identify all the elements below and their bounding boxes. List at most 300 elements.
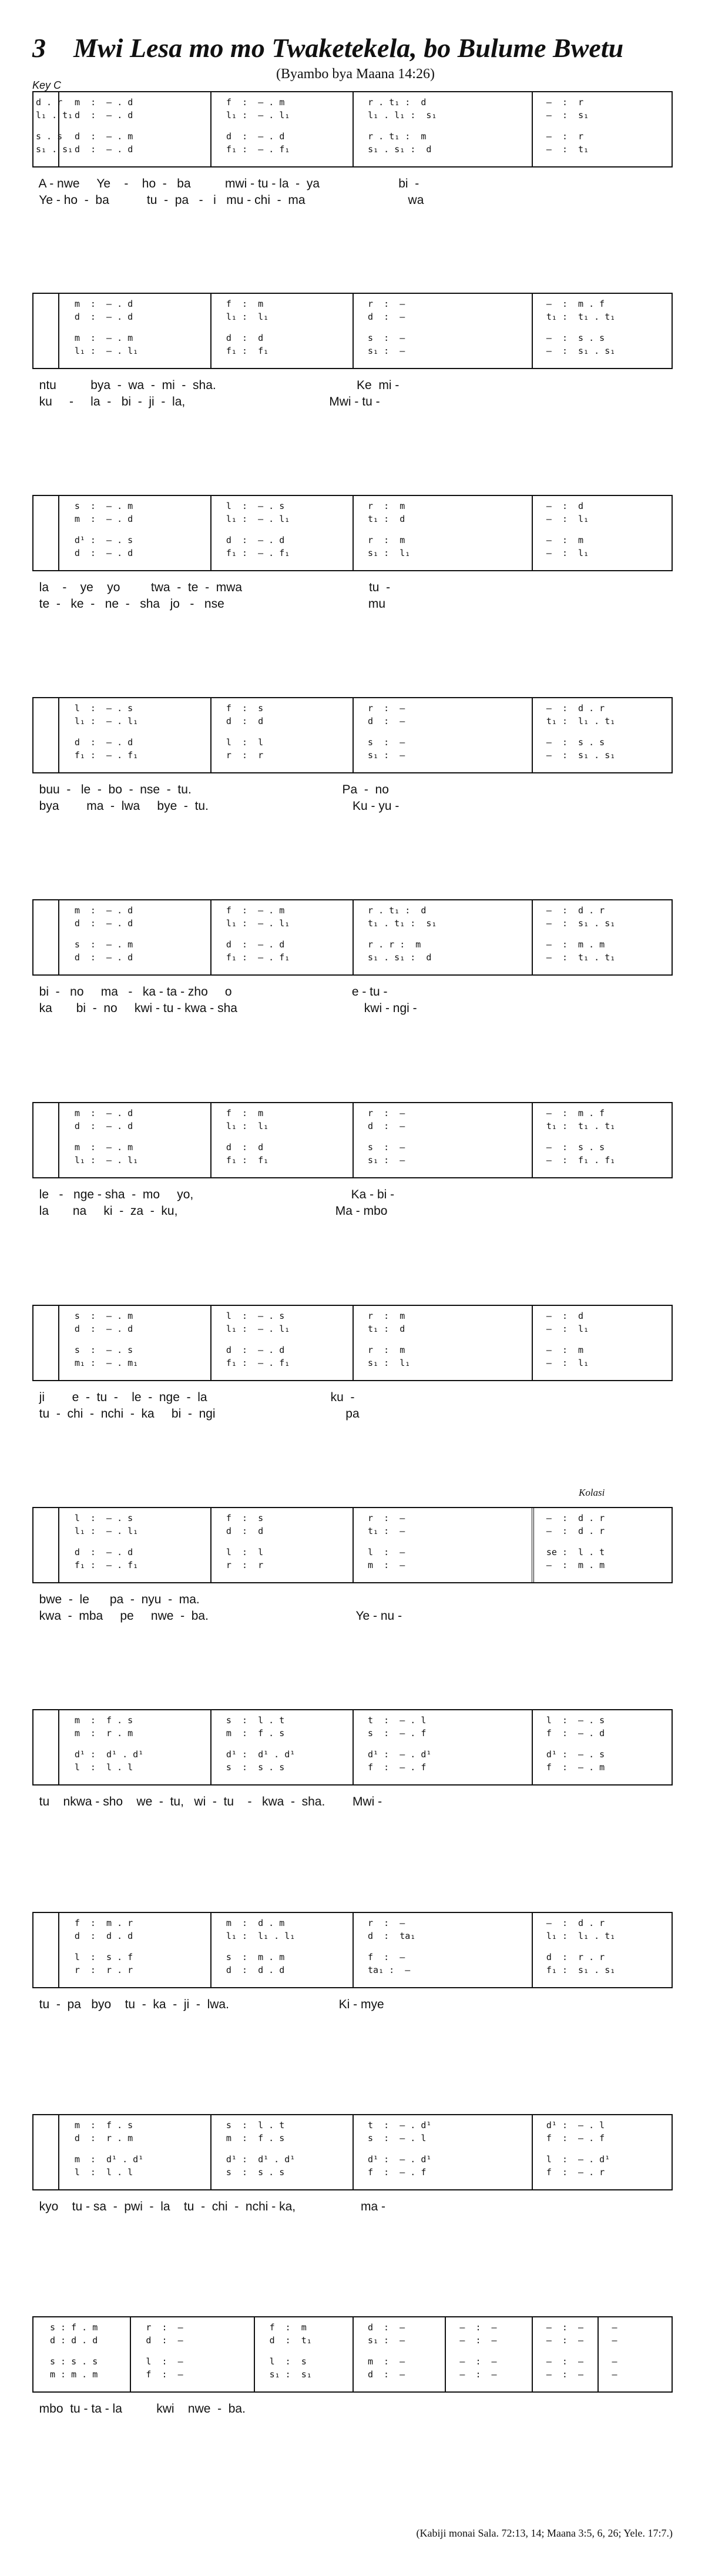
lyric-line: le - nge - sha - mo yo, Ka - bi - bbox=[32, 1188, 395, 1201]
solfa-cell: d : d bbox=[226, 716, 264, 726]
voice-row bbox=[33, 333, 672, 346]
solfa-cell: d : — bbox=[368, 311, 405, 322]
voice-row bbox=[33, 716, 672, 729]
solfa-cell bbox=[33, 1965, 58, 1978]
solfa-cell: d¹ : – . d¹ bbox=[368, 1749, 432, 1760]
solfa-cell: f₁ : – . f₁ bbox=[74, 750, 139, 761]
voice-row bbox=[33, 1324, 672, 1336]
solfa-cell: r : — bbox=[368, 703, 405, 713]
solfa-cell: — : l₁ bbox=[546, 1324, 589, 1334]
solfa-cell: — : — bbox=[459, 2322, 497, 2333]
solfa-cell: — : m bbox=[546, 535, 584, 545]
solfa-cell: d : — bbox=[368, 1121, 405, 1131]
solfa-cell: — : d bbox=[546, 1311, 584, 1321]
solfa-cell: f : – . r bbox=[546, 2167, 605, 2178]
solfa-cell: r : — bbox=[368, 1513, 405, 1523]
solfa-cell: l : – . d¹ bbox=[546, 2154, 610, 2165]
tonic-solfa-stave bbox=[32, 293, 673, 369]
solfa-cell: s₁ : — bbox=[367, 2335, 405, 2346]
voice-row bbox=[33, 97, 672, 110]
solfa-cell: m : f . s bbox=[226, 2133, 285, 2143]
solfa-cell bbox=[33, 1345, 58, 1358]
voice-row bbox=[33, 311, 672, 324]
solfa-cell bbox=[33, 716, 58, 729]
lyric-line: bi - no ma - ka - ta - zho o e - tu - bbox=[32, 985, 388, 999]
solfa-cell: l : – . s bbox=[74, 703, 133, 713]
solfa-cell: d : – . m bbox=[75, 131, 133, 142]
solfa-cell: d : – . d bbox=[74, 952, 133, 963]
solfa-cell bbox=[33, 535, 58, 548]
solfa-cell: m : m . m bbox=[50, 2369, 98, 2380]
voice-row bbox=[33, 1952, 672, 1965]
solfa-cell: d¹ : – . d¹ bbox=[368, 2154, 432, 2165]
solfa-cell bbox=[33, 939, 58, 952]
solfa-cell: d : d . d bbox=[226, 1965, 285, 1975]
voice-row bbox=[33, 2356, 672, 2369]
voice-row bbox=[33, 2133, 672, 2146]
solfa-cell: l : — bbox=[146, 2356, 183, 2367]
solfa-cell bbox=[33, 2133, 58, 2146]
solfa-cell: d : – . d bbox=[74, 1547, 133, 1557]
solfa-cell: l₁ : – . l₁ bbox=[74, 1526, 139, 1536]
solfa-cell: — : d . r bbox=[546, 1918, 605, 1928]
lyric-line: bwe - le pa - nyu - ma. bbox=[32, 1593, 200, 1606]
solfa-cell: d : d bbox=[226, 1526, 264, 1536]
lyrics-block bbox=[32, 176, 673, 209]
solfa-cell: s₁ : — bbox=[368, 346, 405, 356]
lyrics-block bbox=[32, 1187, 673, 1220]
solfa-cell: s₁ : s₁ bbox=[269, 2369, 312, 2380]
solfa-cell: l : – . s bbox=[226, 501, 285, 511]
lyric-line: la na ki - za - ku, Ma - mbo bbox=[32, 1204, 388, 1218]
solfa-cell: l : — bbox=[368, 1547, 405, 1557]
voice-row bbox=[33, 1345, 672, 1358]
music-system bbox=[32, 1102, 673, 1220]
voice-row bbox=[33, 750, 672, 763]
tonic-solfa-stave bbox=[32, 1305, 673, 1381]
solfa-cell: — : m . m bbox=[546, 939, 605, 950]
solfa-cell bbox=[33, 1513, 58, 1526]
voice-row bbox=[33, 2154, 672, 2167]
kolasi-label: Kolasi bbox=[579, 1487, 605, 1498]
solfa-cell bbox=[33, 1560, 58, 1573]
solfa-cell bbox=[33, 1324, 58, 1336]
voice-row bbox=[33, 703, 672, 716]
solfa-cell bbox=[33, 1311, 58, 1324]
solfa-cell: f : — bbox=[368, 1952, 405, 1962]
solfa-cell bbox=[33, 548, 58, 561]
solfa-cell: r . t₁ : d bbox=[368, 905, 427, 916]
lyric-line: kyo tu - sa - pwi - la tu - chi - nchi - ka, ma - bbox=[32, 2200, 385, 2213]
solfa-cell: s₁ : l₁ bbox=[368, 548, 411, 558]
solfa-cell: r . t₁ : d bbox=[368, 97, 427, 108]
voice-row bbox=[33, 1749, 672, 1762]
solfa-cell: d . r bbox=[36, 97, 63, 108]
solfa-cell: m₁ : – . m₁ bbox=[74, 1358, 139, 1368]
solfa-cell: t : – . d¹ bbox=[368, 2120, 432, 2131]
solfa-cell bbox=[33, 501, 58, 514]
solfa-cell: d : — bbox=[367, 2322, 405, 2333]
solfa-cell: m : d . m bbox=[226, 1918, 285, 1928]
solfa-cell: — : m bbox=[546, 1345, 584, 1355]
hymn-number: 3 bbox=[32, 33, 46, 63]
solfa-cell: s : – . s bbox=[74, 1345, 133, 1355]
solfa-cell: — : m . m bbox=[546, 1560, 605, 1570]
solfa-cell: d : – . d bbox=[74, 311, 133, 322]
voice-row bbox=[33, 548, 672, 561]
solfa-cell bbox=[33, 1931, 58, 1944]
solfa-cell: l : l . l bbox=[74, 1762, 133, 1773]
solfa-cell: — : — bbox=[546, 2356, 584, 2367]
solfa-cell: m : — bbox=[368, 1560, 405, 1570]
music-system bbox=[32, 293, 673, 410]
scripture-references: (Kabiji monai Sala. 72:13, 14; Maana 3:5, 6, 26; Yele. 17:7.) bbox=[416, 2527, 673, 2539]
solfa-cell: f : – . f bbox=[546, 2133, 605, 2143]
solfa-cell: t₁ : l₁ . t₁ bbox=[546, 716, 616, 726]
solfa-cell: r : r bbox=[226, 750, 264, 761]
voice-row bbox=[33, 535, 672, 548]
solfa-cell: f : – . f bbox=[368, 2167, 427, 2178]
solfa-cell bbox=[33, 299, 58, 311]
voice-row bbox=[33, 1918, 672, 1931]
solfa-cell: d : — bbox=[368, 716, 405, 726]
solfa-cell: — : l₁ bbox=[546, 548, 589, 558]
solfa-cell bbox=[33, 952, 58, 965]
tonic-solfa-stave bbox=[32, 1507, 673, 1583]
solfa-cell: — : — bbox=[546, 2322, 584, 2333]
voice-row bbox=[33, 2369, 672, 2382]
solfa-cell bbox=[33, 333, 58, 346]
solfa-cell: d : d bbox=[226, 333, 264, 343]
solfa-cell: f₁ : – . f₁ bbox=[74, 1560, 139, 1570]
solfa-cell: m : d¹ . d¹ bbox=[74, 2154, 144, 2165]
solfa-cell: — : — bbox=[546, 2335, 584, 2346]
solfa-cell: — : s . s bbox=[546, 333, 605, 343]
music-system bbox=[32, 2316, 673, 2417]
solfa-cell: r : m bbox=[368, 535, 405, 545]
solfa-cell: r : m bbox=[368, 501, 405, 511]
voice-row bbox=[33, 1728, 672, 1741]
solfa-cell: — : — bbox=[459, 2356, 497, 2367]
solfa-cell: l : – . s bbox=[74, 1513, 133, 1523]
music-system bbox=[32, 697, 673, 815]
solfa-cell: f : – . m bbox=[546, 1762, 605, 1773]
solfa-cell: — : s₁ . s₁ bbox=[546, 918, 616, 929]
solfa-cell: s : – . l bbox=[368, 2133, 427, 2143]
solfa-cell: f : — bbox=[146, 2369, 183, 2380]
solfa-cell: r . r : m bbox=[368, 939, 421, 950]
solfa-cell: s : — bbox=[368, 1142, 405, 1153]
solfa-cell: m : r . m bbox=[74, 1728, 133, 1738]
music-system bbox=[32, 1709, 673, 1810]
voice-row bbox=[33, 1965, 672, 1978]
solfa-cell: l₁ : l₁ bbox=[226, 311, 269, 322]
solfa-cell: l₁ : – . l₁ bbox=[74, 346, 139, 356]
solfa-cell: d¹ : d¹ . d¹ bbox=[74, 1749, 144, 1760]
solfa-cell: r : r . r bbox=[74, 1965, 133, 1975]
solfa-cell: t₁ : d bbox=[368, 1324, 405, 1334]
solfa-cell: d : – . d bbox=[74, 737, 133, 748]
solfa-cell: d : – . d bbox=[74, 1121, 133, 1131]
voice-row bbox=[33, 1142, 672, 1155]
voice-row bbox=[33, 1311, 672, 1324]
lyrics-block bbox=[32, 2199, 673, 2215]
solfa-cell: d : t₁ bbox=[269, 2335, 312, 2346]
solfa-cell: l₁ . l₁ : s₁ bbox=[368, 110, 437, 120]
voice-row bbox=[33, 939, 672, 952]
solfa-cell: t₁ : d bbox=[368, 514, 405, 524]
solfa-cell bbox=[33, 905, 58, 918]
solfa-cell: — : — bbox=[459, 2369, 497, 2380]
solfa-cell: m : – . m bbox=[74, 333, 133, 343]
tonic-solfa-stave bbox=[32, 899, 673, 976]
solfa-cell: m : – . d bbox=[74, 1108, 133, 1118]
solfa-cell: f : m bbox=[269, 2322, 307, 2333]
solfa-cell: d¹ : d¹ . d¹ bbox=[226, 2154, 296, 2165]
solfa-cell: s₁ : — bbox=[368, 750, 405, 761]
solfa-cell: f₁ : – . f₁ bbox=[226, 144, 290, 155]
solfa-cell: d : d bbox=[226, 1142, 264, 1153]
solfa-cell bbox=[33, 737, 58, 750]
solfa-cell: d : – . d bbox=[75, 110, 133, 120]
solfa-cell: s : – . m bbox=[74, 501, 133, 511]
solfa-cell: r : m bbox=[368, 1345, 405, 1355]
lyric-line: ntu bya - wa - mi - sha. Ke mi - bbox=[32, 378, 400, 392]
solfa-cell: m : f . s bbox=[226, 1728, 285, 1738]
solfa-cell: s . s bbox=[36, 131, 63, 142]
solfa-cell: — : l₁ bbox=[546, 1358, 589, 1368]
solfa-cell: m : – . d bbox=[74, 299, 133, 309]
tonic-solfa-stave bbox=[32, 697, 673, 773]
lyrics-block bbox=[32, 2401, 673, 2417]
voice-row bbox=[33, 952, 672, 965]
lyric-line: ku - la - bi - ji - la, Mwi - tu - bbox=[32, 395, 380, 408]
solfa-cell: l₁ : – . l₁ bbox=[226, 514, 290, 524]
tonic-solfa-stave bbox=[32, 1709, 673, 1786]
hymn-title: Mwi Lesa mo mo Twaketekela, bo Bulume Bwetu bbox=[73, 33, 624, 63]
lyric-line: bya ma - lwa bye - tu. Ku - yu - bbox=[32, 799, 400, 813]
voice-row bbox=[33, 299, 672, 311]
solfa-cell bbox=[33, 1108, 58, 1121]
solfa-cell: d : – . d bbox=[226, 535, 285, 545]
solfa-cell: — : s . s bbox=[546, 737, 605, 748]
solfa-cell: t₁ : t₁ . t₁ bbox=[546, 1121, 616, 1131]
solfa-cell: — : s₁ bbox=[546, 110, 589, 120]
lyric-line: ka bi - no kwi - tu - kwa - sha kwi - ngi - bbox=[32, 1001, 417, 1015]
solfa-cell: — : d . r bbox=[546, 905, 605, 916]
lyric-line: tu - pa byo tu - ka - ji - lwa. Ki - mye bbox=[32, 1998, 384, 2011]
solfa-cell: m : – . d bbox=[75, 97, 133, 108]
lyrics-block bbox=[32, 984, 673, 1017]
solfa-cell: m : – . d bbox=[74, 905, 133, 916]
solfa-cell: d : – . d bbox=[74, 1324, 133, 1334]
solfa-cell: l : – . s bbox=[546, 1715, 605, 1726]
solfa-cell: f₁ : – . f₁ bbox=[226, 548, 290, 558]
solfa-cell: — : s₁ . s₁ bbox=[546, 346, 616, 356]
solfa-cell: l : s . f bbox=[74, 1952, 133, 1962]
solfa-cell bbox=[33, 1749, 58, 1762]
solfa-cell: — bbox=[612, 2322, 617, 2333]
voice-row bbox=[33, 110, 672, 123]
solfa-cell: d : d . d bbox=[50, 2335, 98, 2346]
lyric-line: A - nwe Ye - ho - ba mwi - tu - la - ya bi - bbox=[32, 177, 419, 190]
solfa-cell: l₁ : l₁ . t₁ bbox=[546, 1931, 616, 1941]
solfa-cell: f : s bbox=[226, 1513, 264, 1523]
solfa-cell: s : s . s bbox=[226, 1762, 285, 1773]
solfa-cell: — : m . f bbox=[546, 299, 605, 309]
solfa-cell: d : — bbox=[367, 2369, 405, 2380]
solfa-cell: s₁ : l₁ bbox=[368, 1358, 411, 1368]
solfa-cell: — : d . r bbox=[546, 1513, 605, 1523]
solfa-cell: f₁ : – . f₁ bbox=[226, 1358, 290, 1368]
solfa-cell: s₁ . s₁ : d bbox=[368, 952, 432, 963]
solfa-cell: d¹ : d¹ . d¹ bbox=[226, 1749, 296, 1760]
voice-row bbox=[33, 1547, 672, 1560]
solfa-cell: d : r . m bbox=[74, 2133, 133, 2143]
solfa-cell: f : m . r bbox=[74, 1918, 133, 1928]
solfa-cell: s : s . s bbox=[226, 2167, 285, 2178]
solfa-cell: l₁ . t₁ bbox=[36, 110, 73, 120]
voice-row bbox=[33, 1121, 672, 1134]
music-system bbox=[32, 1507, 673, 1624]
solfa-cell: f : m bbox=[226, 299, 264, 309]
solfa-cell: m : f . s bbox=[74, 2120, 133, 2131]
solfa-cell: s : – . f bbox=[368, 1728, 427, 1738]
hymn-header bbox=[32, 32, 679, 91]
solfa-cell bbox=[33, 346, 58, 359]
solfa-cell: l : l bbox=[226, 1547, 264, 1557]
solfa-cell bbox=[33, 1952, 58, 1965]
solfa-cell: f : – . f bbox=[368, 1762, 427, 1773]
solfa-cell: r : — bbox=[368, 1108, 405, 1118]
solfa-cell: — : s . s bbox=[546, 1142, 605, 1153]
solfa-cell: r : — bbox=[146, 2322, 183, 2333]
tonic-solfa-stave bbox=[32, 1912, 673, 1988]
solfa-cell: — : t₁ . t₁ bbox=[546, 952, 616, 963]
tonic-solfa-stave bbox=[32, 495, 673, 571]
music-system bbox=[32, 1305, 673, 1422]
voice-row bbox=[33, 346, 672, 359]
solfa-cell: d : d . d bbox=[74, 1931, 133, 1941]
solfa-cell: — : r bbox=[546, 131, 584, 142]
solfa-cell: f : m bbox=[226, 1108, 264, 1118]
lyrics-block bbox=[32, 782, 673, 815]
voice-row bbox=[33, 1358, 672, 1371]
solfa-cell: t : – . l bbox=[368, 1715, 427, 1726]
solfa-cell: f : s bbox=[226, 703, 264, 713]
solfa-cell bbox=[33, 1121, 58, 1134]
voice-row bbox=[33, 905, 672, 918]
solfa-cell: d : – . d bbox=[75, 144, 133, 155]
solfa-cell bbox=[33, 2120, 58, 2133]
lyrics-block bbox=[32, 1592, 673, 1624]
solfa-cell: s : s . s bbox=[50, 2356, 98, 2367]
solfa-cell: f₁ : s₁ . s₁ bbox=[546, 1965, 616, 1975]
voice-row bbox=[33, 918, 672, 931]
solfa-cell: s : — bbox=[368, 737, 405, 748]
solfa-cell: d¹ : – . l bbox=[546, 2120, 605, 2131]
solfa-cell: f : – . d bbox=[546, 1728, 605, 1738]
solfa-cell bbox=[33, 1358, 58, 1371]
solfa-cell: l : – . s bbox=[226, 1311, 285, 1321]
solfa-cell: d : – . d bbox=[226, 1345, 285, 1355]
solfa-cell: d : – . d bbox=[74, 918, 133, 929]
solfa-cell: se : l . t bbox=[546, 1547, 605, 1557]
solfa-cell: — : s₁ . s₁ bbox=[546, 750, 616, 761]
solfa-cell: r : — bbox=[368, 299, 405, 309]
solfa-cell: t₁ : t₁ . t₁ bbox=[546, 311, 616, 322]
lyric-line: tu nkwa - sho we - tu, wi - tu - kwa - sha. Mwi - bbox=[32, 1795, 382, 1808]
solfa-cell bbox=[33, 1918, 58, 1931]
solfa-cell: — : r bbox=[546, 97, 584, 108]
solfa-cell: d : – . d bbox=[226, 939, 285, 950]
solfa-cell: f : – . m bbox=[226, 97, 285, 108]
solfa-cell: — : m . f bbox=[546, 1108, 605, 1118]
solfa-cell: l₁ : l₁ bbox=[226, 1121, 269, 1131]
solfa-cell: l₁ : l₁ . l₁ bbox=[226, 1931, 296, 1941]
key-signature: Key C bbox=[32, 79, 62, 91]
solfa-cell: t₁ . t₁ : s₁ bbox=[368, 918, 437, 929]
voice-row bbox=[33, 1526, 672, 1539]
solfa-cell: l₁ : – . l₁ bbox=[74, 1155, 139, 1165]
voice-row bbox=[33, 737, 672, 750]
voice-row bbox=[33, 2322, 672, 2335]
solfa-cell: — : — bbox=[459, 2335, 497, 2346]
solfa-cell bbox=[33, 514, 58, 527]
solfa-cell: d : ta₁ bbox=[368, 1931, 416, 1941]
lyric-line: mbo tu - ta - la kwi nwe - ba. bbox=[32, 2402, 246, 2416]
voice-row bbox=[33, 514, 672, 527]
voice-row bbox=[33, 1762, 672, 1775]
solfa-cell bbox=[33, 750, 58, 763]
solfa-cell: d : r . r bbox=[546, 1952, 605, 1962]
solfa-cell: l : l . l bbox=[74, 2167, 133, 2178]
music-system bbox=[32, 495, 673, 612]
lyrics-block bbox=[32, 1794, 673, 1810]
lyrics-block bbox=[32, 1389, 673, 1422]
voice-row bbox=[33, 1155, 672, 1168]
solfa-cell: l : l bbox=[226, 737, 264, 748]
solfa-cell: s : m . m bbox=[226, 1952, 285, 1962]
lyrics-block bbox=[32, 1997, 673, 2013]
solfa-cell: t₁ : — bbox=[368, 1526, 405, 1536]
solfa-cell: — bbox=[612, 2369, 617, 2380]
solfa-cell: l₁ : – . l₁ bbox=[226, 918, 290, 929]
solfa-cell: f₁ : – . f₁ bbox=[226, 952, 290, 963]
solfa-cell: — : d . r bbox=[546, 1526, 605, 1536]
solfa-cell bbox=[33, 1526, 58, 1539]
voice-row bbox=[33, 1513, 672, 1526]
lyric-line: kwa - mba pe nwe - ba. Ye - nu - bbox=[32, 1609, 402, 1623]
solfa-cell: s : l . t bbox=[226, 2120, 285, 2131]
lyric-line: ji e - tu - le - nge - la ku - bbox=[32, 1391, 355, 1404]
voice-row bbox=[33, 2167, 672, 2180]
solfa-cell: l₁ : – . l₁ bbox=[226, 110, 290, 120]
solfa-cell bbox=[33, 311, 58, 324]
solfa-cell: m : – . d bbox=[74, 514, 133, 524]
hymn-subtitle: (Byambo bya Maana 14:26) bbox=[276, 66, 435, 82]
music-system bbox=[32, 1912, 673, 2013]
solfa-cell bbox=[33, 1728, 58, 1741]
solfa-cell: r . t₁ : m bbox=[368, 131, 427, 142]
solfa-cell: — : l₁ bbox=[546, 514, 589, 524]
tonic-solfa-stave bbox=[32, 2316, 673, 2393]
solfa-cell: s : – . m bbox=[74, 1311, 133, 1321]
solfa-cell: r : m bbox=[368, 1311, 405, 1321]
solfa-cell: — : t₁ bbox=[546, 144, 589, 155]
music-system bbox=[32, 91, 673, 209]
lyric-line: tu - chi - nchi - ka bi - ngi pa bbox=[32, 1407, 360, 1421]
